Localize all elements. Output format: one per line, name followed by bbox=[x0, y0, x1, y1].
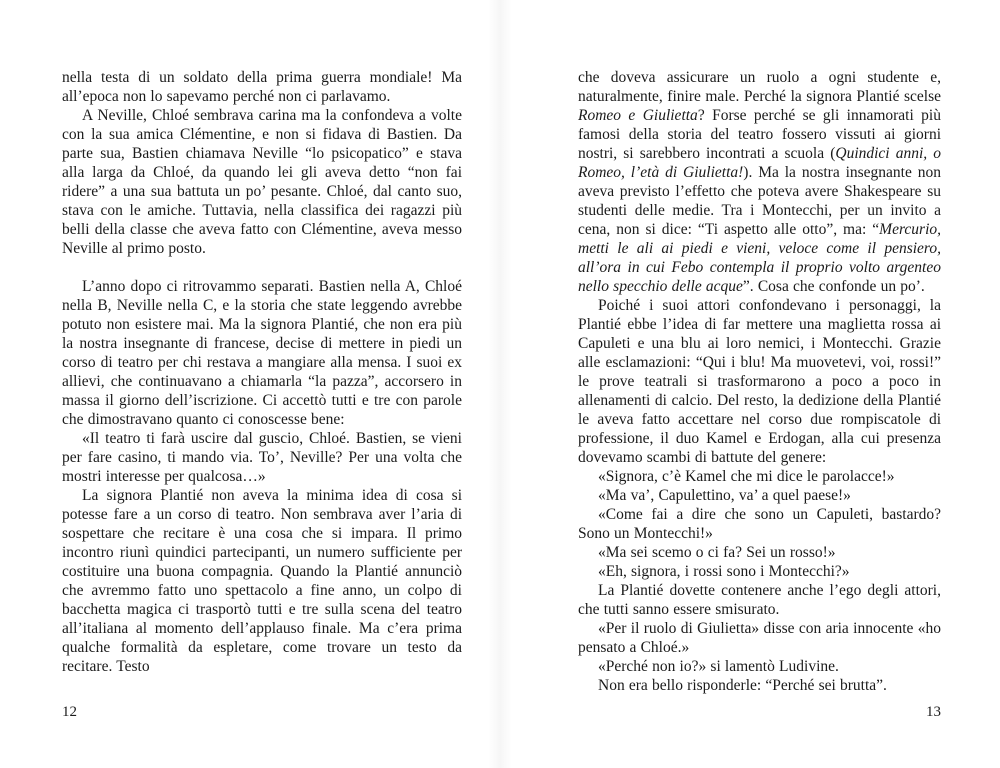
page-number-left: 12 bbox=[62, 704, 77, 720]
text-run: ). Ma la nostra insegnante non aveva previsto l’effetto che poteva avere Shakespeare su studenti delle medie. Tra i Montecchi, per un invito a cena, non si dice: “Ti aspetto alle otto”, ma: “ bbox=[578, 164, 941, 238]
page-left-text-column bbox=[62, 68, 462, 676]
page-gutter-shadow bbox=[488, 0, 512, 768]
paragraph bbox=[578, 467, 941, 486]
paragraph bbox=[578, 562, 941, 581]
paragraph bbox=[62, 106, 462, 258]
paragraph bbox=[578, 619, 941, 657]
paragraph bbox=[578, 486, 941, 505]
paragraph bbox=[62, 68, 462, 106]
text-run: nella testa di un soldato della prima guerra mondiale! Ma all’epoca non lo sapevamo perché non ci parlavamo. bbox=[62, 69, 462, 105]
text-run: «Signora, c’è Kamel che mi dice le parolacce!» bbox=[598, 468, 895, 485]
paragraph bbox=[62, 486, 462, 676]
text-run: «Ma va’, Capulettino, va’ a quel paese!» bbox=[598, 487, 851, 504]
text-run: che doveva assicurare un ruolo a ogni studente e, naturalmente, finire male. Perché la signora Plantié scelse bbox=[578, 69, 941, 105]
text-run: ? Forse perché se gli innamorati più famosi della storia del teatro fossero vissuti ai giorni nostri, si sarebbero incontrati a scuola ( bbox=[578, 107, 941, 162]
text-run: «Il teatro ti farà uscire dal guscio, Chloé. Bastien, se vieni per fare casino, ti mando via. To’, Neville? Per una volta che mostri interesse per qualcosa…» bbox=[62, 430, 462, 485]
page-right-text-column bbox=[578, 68, 941, 695]
paragraph bbox=[62, 277, 462, 429]
text-run: La Plantié dovette contenere anche l’ego degli attori, che tutti sanno essere smisurato. bbox=[578, 582, 941, 618]
text-run: L’anno dopo ci ritrovammo separati. Bastien nella A, Chloé nella B, Neville nella C, e la storia che state leggendo avrebbe potuto non esistere mai. Ma la signora Plantié, che non era più la nostra insegnante di francese, decise di mettere in piedi un corso di teatro per chi restava a mangiare alla mensa. I suoi ex allievi, che continuavano a chiamarla “la pazza”, accorsero in massa il giorno dell’iscrizione. Ci accettò tutti e tre con parole che dimostravano quanto ci conoscesse bene: bbox=[62, 278, 462, 428]
paragraph bbox=[578, 657, 941, 676]
text-run: A Neville, Chloé sembrava carina ma la confondeva a volte con la sua amica Clémentine, e non si fidava di Bastien. Da parte sua, Bastien chiamava Neville “lo psicopatico” e stava alla larga da Chloé, da quando lei gli aveva detto “non fai ridere” a una sua battuta un po’ pesante. Chloé, dal canto suo, stava con le amiche. Tuttavia, nella classifica dei ragazzi più belli della classe che aveva fatto con Clémentine, aveva messo Neville al primo posto. bbox=[62, 107, 462, 257]
paragraph bbox=[578, 581, 941, 619]
paragraph bbox=[578, 296, 941, 467]
text-run: «Per il ruolo di Giulietta» disse con aria innocente «ho pensato a Chloé.» bbox=[578, 620, 941, 656]
text-run: «Ma sei scemo o ci fa? Sei un rosso!» bbox=[598, 544, 836, 561]
page-number-right: 13 bbox=[926, 704, 941, 720]
text-run: «Perché non io?» si lamentò Ludivine. bbox=[598, 658, 839, 675]
paragraph bbox=[578, 543, 941, 562]
text-run: Non era bello risponderle: “Perché sei brutta”. bbox=[598, 677, 887, 694]
text-run: «Come fai a dire che sono un Capuleti, bastardo? Sono un Montecchi!» bbox=[578, 506, 941, 542]
italic-text-run: Romeo e Giulietta bbox=[578, 107, 698, 124]
text-run: Poiché i suoi attori confondevano i personaggi, la Plantié ebbe l’idea di far mettere una maglietta rossa ai Capuleti e una blu ai loro nemici, i Montecchi. Grazie alle esclamazioni: “Qui i blu! Ma muovetevi, voi, rossi!” le prove teatrali si trasformarono a poco a poco in allenamenti di calcio. Del resto, la dedizione della Plantié le aveva fatto accettare nel corso due rompiscatole di professione, il duo Kamel e Erdogan, alla cui presenza dovevamo scambi di battute del genere: bbox=[578, 297, 941, 466]
italic-text-run: Mercurio, metti le ali ai piedi e vieni, veloce come il pensiero, all’ora in cui Febo contempla il proprio volto argenteo nello specchio delle acque bbox=[578, 221, 941, 295]
text-run: ”. Cosa che confonde un po’. bbox=[742, 278, 925, 295]
paragraph bbox=[62, 429, 462, 486]
italic-text-run: Quindici anni, o Romeo, l’età di Giulietta! bbox=[578, 145, 941, 181]
paragraph bbox=[578, 68, 941, 296]
text-run: La signora Plantié non aveva la minima idea di cosa si potesse fare a un corso di teatro. Non sembrava aver l’aria di sospettare che recitare è una cosa che si impara. Il primo incontro riunì quindici partecipanti, un numero sufficiente per costituire una buona compagnia. Quando la Plantié annunciò che avremmo fatto uno spettacolo a fine anno, un colpo di bacchetta magica ci trasportò tutti e tre sulla scena del teatro all’italiana al momento dell’applauso finale. Ma c’era prima qualche formalità da espletare, come trovare un testo da recitare. Testo bbox=[62, 487, 462, 675]
paragraph bbox=[578, 676, 941, 695]
paragraph bbox=[578, 505, 941, 543]
text-run: «Eh, signora, i rossi sono i Montecchi?» bbox=[598, 563, 850, 580]
